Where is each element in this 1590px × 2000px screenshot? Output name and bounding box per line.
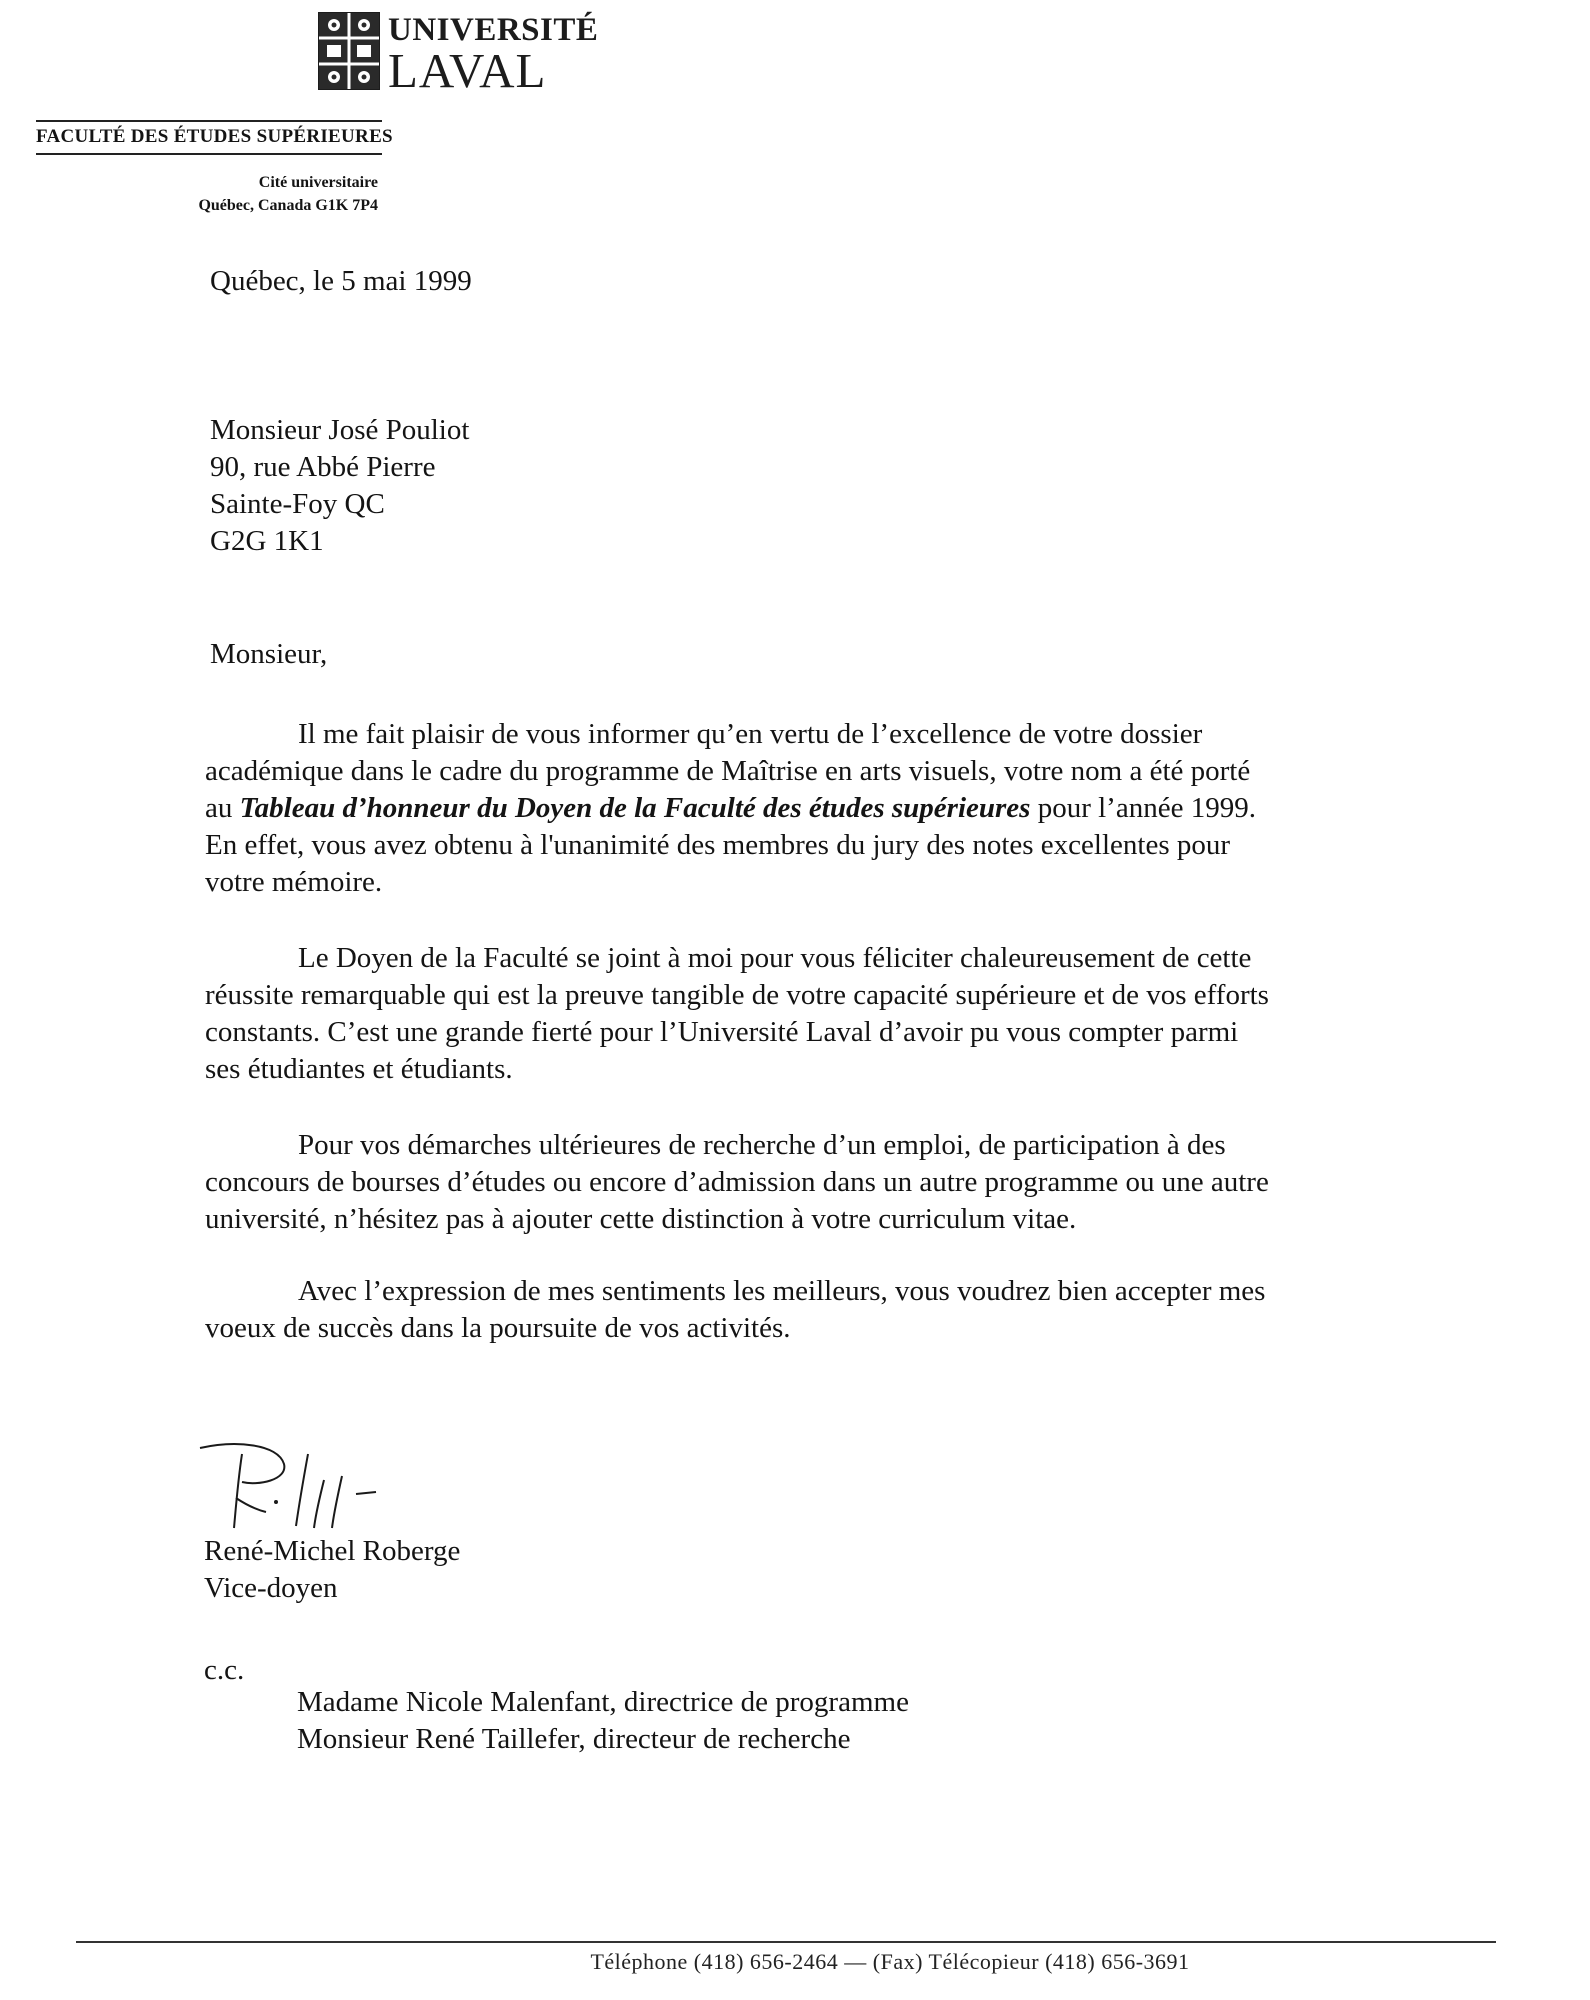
footer-rule — [76, 1941, 1496, 1943]
paragraph-line: université, n’hésitez pas à ajouter cette distinction à votre curriculum vitae. — [205, 1203, 1077, 1235]
letterhead-logo — [318, 12, 599, 98]
footer-phone: Téléphone (418) 656-2464 — [590, 1949, 839, 1974]
recipient-address — [210, 412, 469, 560]
paragraph-line: académique dans le cadre du programme de Maîtrise en arts visuels, votre nom a été porté — [205, 755, 1251, 787]
recipient-line: 90, rue Abbé Pierre — [210, 451, 436, 483]
text-run: au — [205, 792, 240, 824]
university-name-line1: UNIVERSITÉ — [388, 12, 599, 48]
cc-label: c.c. — [204, 1654, 245, 1686]
footer-fax: — (Fax) Télécopieur (418) 656-3691 — [844, 1949, 1190, 1974]
signer-name: René-Michel Roberge — [204, 1535, 461, 1567]
letterhead-rule-bottom — [36, 153, 382, 155]
paragraph-line: En effet, vous avez obtenu à l'unanimité des membres du jury des notes excellentes pour — [205, 829, 1231, 861]
paragraph-line: réussite remarquable qui est la preuve tangible de votre capacité supérieure et de vos efforts — [205, 979, 1269, 1011]
paragraph-1 — [205, 716, 1335, 901]
paragraph-line: constants. C’est une grande fierté pour l’Université Laval d’avoir pu vous compter parmi — [205, 1016, 1239, 1048]
paragraph-3 — [205, 1127, 1335, 1238]
recipient-line: G2G 1K1 — [210, 525, 324, 557]
text-run: pour l’année 1999. — [1030, 792, 1256, 824]
cc-recipient: Madame Nicole Malenfant, directrice de programme — [297, 1686, 909, 1718]
salutation: Monsieur, — [210, 638, 328, 670]
address-line: Cité universitaire — [258, 174, 378, 191]
cc-list — [297, 1684, 909, 1758]
paragraph-4 — [205, 1273, 1335, 1347]
paragraph-line: ses étudiantes et étudiants. — [205, 1053, 513, 1085]
letter-date: Québec, le 5 mai 1999 — [210, 265, 472, 297]
signer-title: Vice-doyen — [204, 1572, 338, 1604]
footer-contact — [0, 1949, 1590, 1975]
address-line: Québec, Canada G1K 7P4 — [198, 197, 378, 214]
paragraph-line: Le Doyen de la Faculté se joint à moi pour vous féliciter chaleureusement de cette — [298, 942, 1252, 974]
university-wordmark — [388, 12, 599, 98]
paragraph-line — [205, 790, 1335, 827]
paragraph-line: Il me fait plaisir de vous informer qu’en vertu de l’excellence de votre dossier — [298, 718, 1203, 750]
handwritten-signature-icon — [196, 1436, 436, 1536]
paragraph-2 — [205, 940, 1335, 1088]
recipient-line: Monsieur José Pouliot — [210, 414, 470, 446]
paragraph-line: concours de bourses d’études ou encore d’admission dans un autre programme ou une autre — [205, 1166, 1269, 1198]
university-crest-icon — [318, 12, 380, 90]
recipient-line: Sainte-Foy QC — [210, 488, 385, 520]
paragraph-line: votre mémoire. — [205, 866, 383, 898]
university-name-line2: LAVAL — [388, 43, 547, 98]
paragraph-line: Pour vos démarches ultérieures de recherche d’un emploi, de participation à des — [298, 1129, 1226, 1161]
paragraph-line: Avec l’expression de mes sentiments les meilleurs, vous voudrez bien accepter mes — [298, 1275, 1266, 1307]
cc-recipient: Monsieur René Taillefer, directeur de recherche — [297, 1723, 851, 1755]
faculty-address — [198, 171, 378, 217]
signatory — [204, 1533, 460, 1607]
paragraph-line: voeux de succès dans la poursuite de vos activités. — [205, 1312, 791, 1344]
letterhead-rule-top — [36, 120, 382, 122]
honour-roll-title: Tableau d’honneur du Doyen de la Faculté des études supérieures — [239, 792, 1031, 824]
faculty-name: FACULTÉ DES ÉTUDES SUPÉRIEURES — [36, 126, 393, 147]
